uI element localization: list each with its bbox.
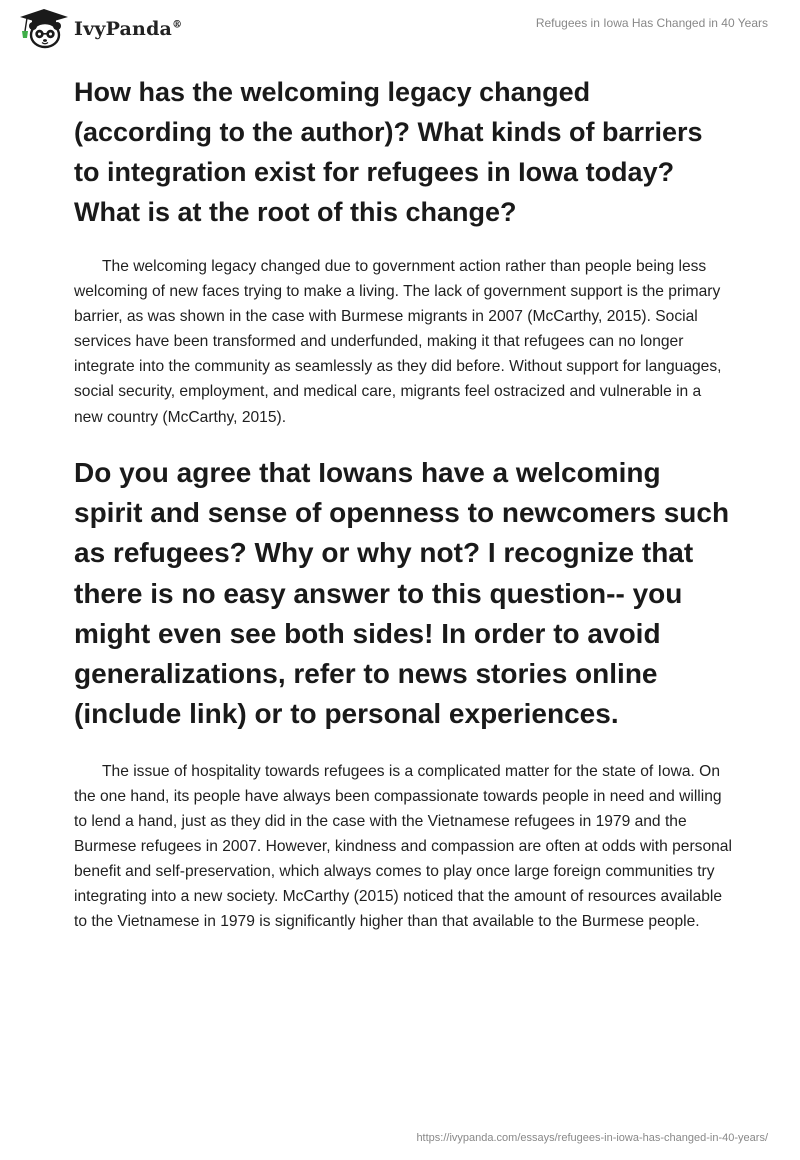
section-iowans-welcoming-spirit	[74, 453, 734, 935]
panda-graduate-icon	[14, 7, 70, 51]
document-title: Refugees in Iowa Has Changed in 40 Years	[535, 16, 768, 30]
page-header	[0, 0, 800, 60]
section-paragraph: The welcoming legacy changed due to government action rather than people being less welcoming of new faces trying to make a living. The lack of government support is the primary barrier, as was shown in the case with Burmese migrants in 2007 (McCarthy, 2015). Social services have been transformed and underfunded, making it that refugees can no longer integrate into the community as seamlessly as they did before. Without support for languages, social security, employment, and medical care, migrants feel ostracized and vulnerable in a new country (McCarthy, 2015).	[74, 258, 722, 426]
ivypanda-logo[interactable]	[14, 7, 182, 51]
section-heading: Do you agree that Iowans have a welcoming spirit and sense of openness to newcomers such as refugees? Why or why not? I recognize that there is no easy answer to this question-- you might even see both sides! In order to avoid generalizations, refer to news stories online (include link) or to personal experiences.	[74, 456, 730, 730]
brand-name: IvyPanda®	[74, 18, 183, 40]
source-url-link[interactable]: https://ivypanda.com/essays/refugees-in-iowa-has-changed-in-40-years/	[416, 1132, 768, 1144]
section-welcoming-legacy	[74, 72, 734, 430]
section-heading: How has the welcoming legacy changed (according to the author)? What kinds of barriers to integration exist for refugees in Iowa today? What is at the root of this change?	[74, 77, 703, 227]
essay-content	[74, 72, 734, 934]
section-paragraph: The issue of hospitality towards refugees is a complicated matter for the state of Iowa. On the one hand, its people have always been compassionate towards people in need and willing to lend a hand, just as they did in the case with the Vietnamese refugees in 1979 and the Burmese refugees in 2007. However, kindness and compassion are often at odds with personal benefit and self-preservation, which always comes to play once large foreign communities try integrating into a new society. McCarthy (2015) noticed that the amount of resources available to the Vietnamese in 1979 is significantly higher than that available to the Burmese people.	[74, 762, 732, 931]
